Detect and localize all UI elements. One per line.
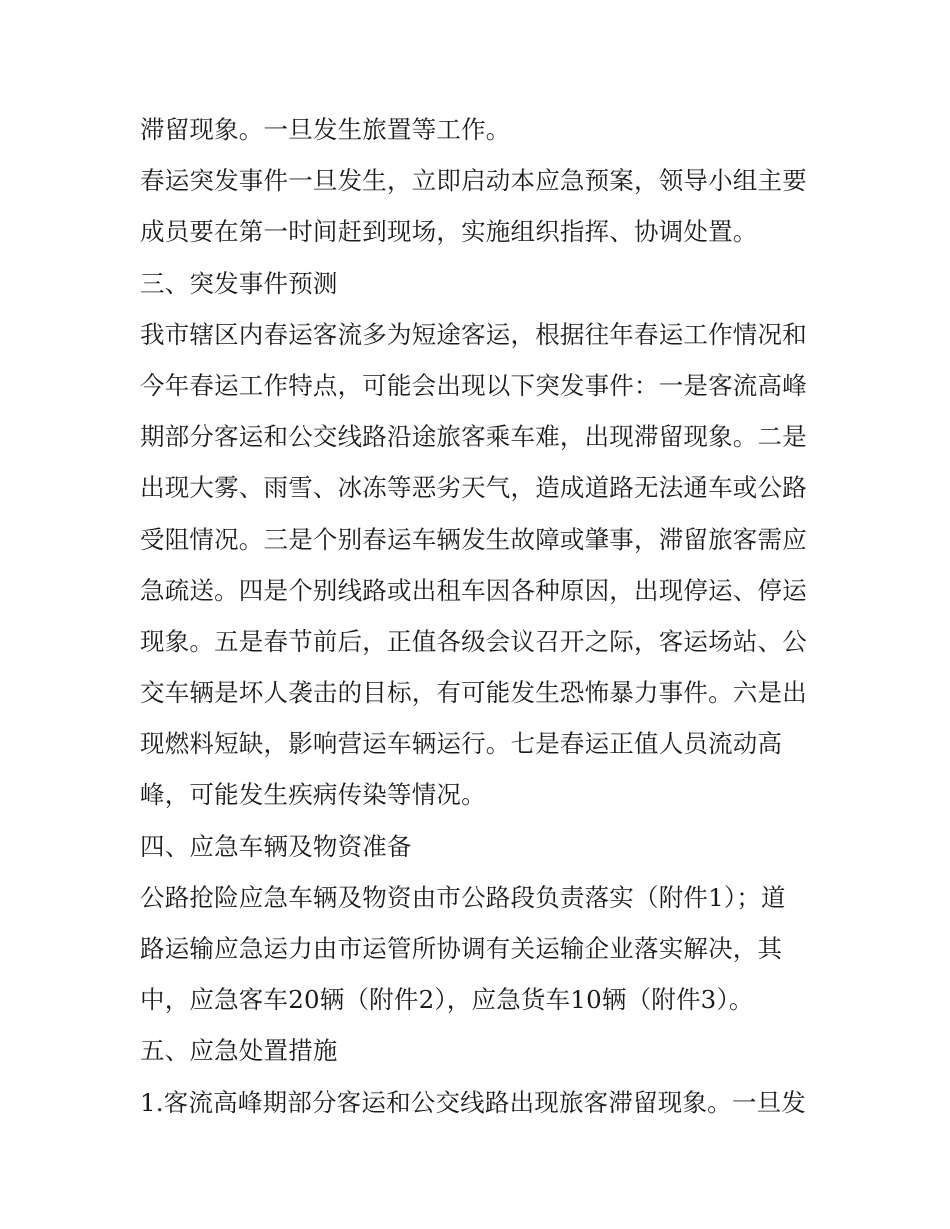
- paragraph-text-line: 1.客流高峰期部分客运和公交线路出现旅客滞留现象。一旦发: [140, 1087, 806, 1117]
- section-heading-4: 四、应急车辆及物资准备: [140, 831, 412, 861]
- paragraph-text-line: 现燃料短缺，影响营运车辆运行。七是春运正值人员流动高: [140, 729, 783, 759]
- paragraph-text-line: 路运输应急运力由市运管所协调有关运输企业落实解决，其: [140, 934, 783, 963]
- paragraph-text-line: 现象。五是春节前后，正值各级会议召开之际，客运场站、公: [140, 626, 807, 656]
- text-line: 滞留现象。一旦发生旅置等工作。: [140, 115, 511, 144]
- paragraph-text-line: 公路抢险应急车辆及物资由市公路段负责落实（附件1）；道: [140, 882, 786, 912]
- paragraph-text-line: 急疏送。四是个别线路或出租车因各种原因，出现停运、停运: [140, 575, 807, 605]
- paragraph-text-line: 今年春运工作特点，可能会出现以下突发事件：一是客流高峰: [140, 370, 807, 400]
- document-body: [140, 104, 820, 1128]
- paragraph-text-line: 受阻情况。三是个别春运车辆发生故障或肇事，滞留旅客需应: [140, 524, 807, 554]
- paragraph-text-line: 我市辖区内春运客流多为短途客运，根据往年春运工作情况和: [140, 319, 807, 349]
- paragraph-text-line: 中，应急客车20辆（附件2），应急货车10辆（附件3）。: [140, 985, 754, 1015]
- paragraph-text-line: 期部分客运和公交线路沿途旅客乘车难，出现滞留现象。二是: [140, 422, 807, 452]
- paragraph-text-line: 春运突发事件一旦发生，立即启动本应急预案，领导小组主要: [140, 166, 807, 196]
- paragraph-text-line: 交车辆是坏人袭击的目标，有可能发生恐怖暴力事件。六是出: [140, 678, 807, 708]
- paragraph-text-line: 出现大雾、雨雪、冰冻等恶劣天气，造成道路无法通车或公路: [140, 473, 807, 503]
- paragraph-text-line: 峰，可能发生疾病传染等情况。: [140, 780, 486, 810]
- section-heading-5: 五、应急处置措施: [140, 1036, 338, 1066]
- section-heading-3: 三、突发事件预测: [140, 268, 338, 298]
- paragraph-text-line: 成员要在第一时间赶到现场，实施组织指挥、协调处置。: [140, 217, 758, 247]
